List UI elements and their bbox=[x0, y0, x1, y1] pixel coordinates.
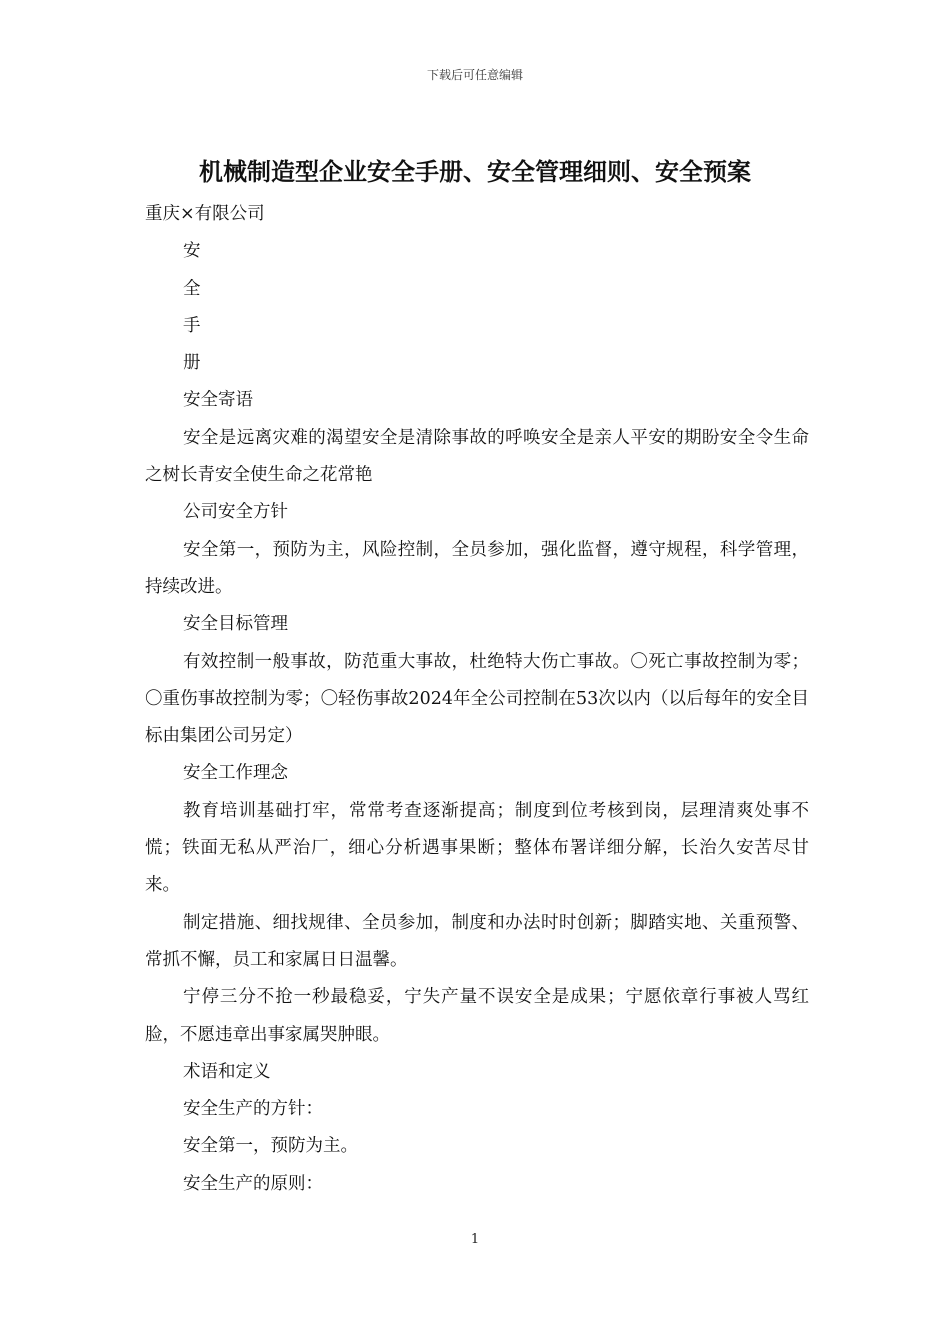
paragraph: 安全第一，预防为主。 bbox=[183, 1136, 358, 1157]
document-title: 机械制造型企业安全手册、安全管理细则、安全预案 bbox=[199, 158, 751, 186]
paragraph: 制定措施、细找规律、全员参加，制度和办法时时创新；脚踏实地、关重预警、常抓不懈，员工和家属日日温馨。 bbox=[145, 912, 809, 970]
paragraph: 有效控制一般事故，防范重大事故，杜绝特大伤亡事故。〇死亡事故控制为零；〇重伤事故控制为零；〇轻伤事故2024年全公司控制在53次以内（以后每年的安全目标由集团公司另定） bbox=[145, 651, 809, 747]
paragraph: 手 bbox=[183, 315, 201, 336]
paragraph: 册 bbox=[183, 353, 201, 374]
paragraph: 教育培训基础打牢，常常考查逐渐提高；制度到位考核到岗，层理清爽处事不慌；铁面无私从严治厂，细心分析遇事果断；整体布署详细分解，长治久安苦尽甘来。 bbox=[145, 800, 809, 896]
paragraph: 安全是远离灾难的渴望安全是清除事故的呼唤安全是亲人平安的期盼安全令生命之树长青安全使生命之花常艳 bbox=[145, 427, 809, 486]
paragraph: 术语和定义 bbox=[183, 1061, 271, 1082]
paragraph: 安全寄语 bbox=[183, 390, 253, 411]
paragraph: 安全生产的方针： bbox=[183, 1099, 323, 1120]
paragraph: 重庆×有限公司 bbox=[145, 204, 265, 224]
paragraph: 全 bbox=[183, 278, 201, 299]
paragraph: 宁停三分不抢一秒最稳妥，宁失产量不误安全是成果；宁愿依章行事被人骂红脸，不愿违章出事家属哭肿眼。 bbox=[145, 987, 809, 1045]
paragraph: 安 bbox=[183, 241, 201, 262]
page-number: 1 bbox=[470, 1232, 480, 1247]
paragraph: 公司安全方针 bbox=[183, 502, 288, 523]
paragraph: 安全第一，预防为主，风险控制，全员参加，强化监督，遵守规程，科学管理，持续改进。 bbox=[145, 539, 809, 597]
paragraph: 安全生产的原则： bbox=[183, 1173, 323, 1194]
document-body bbox=[145, 196, 809, 1203]
paragraph: 安全目标管理 bbox=[183, 614, 288, 635]
paragraph: 安全工作理念 bbox=[183, 763, 288, 784]
page-header: 下载后可任意编辑 bbox=[426, 68, 523, 82]
